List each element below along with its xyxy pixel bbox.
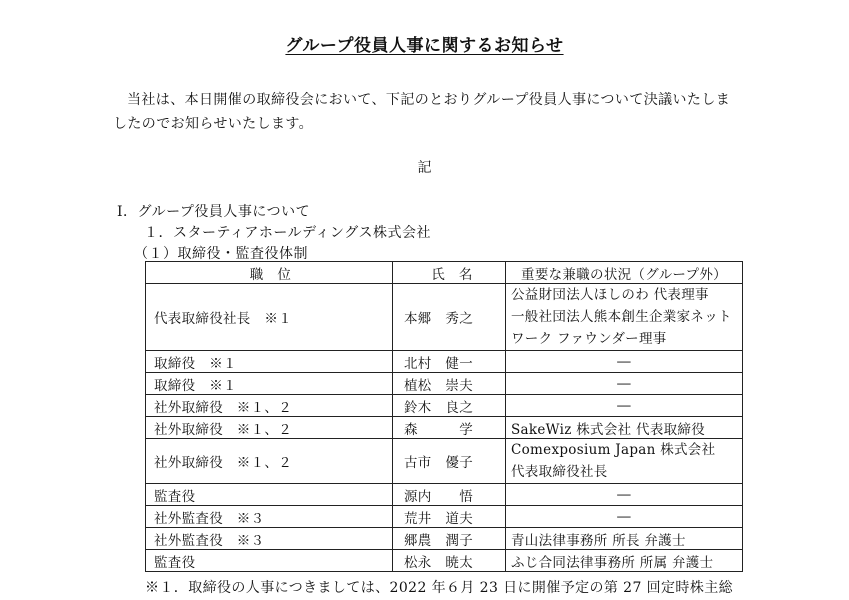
table-row (146, 351, 743, 373)
cell-position: 取締役 ※１ (146, 351, 393, 373)
cell-name: 荒井 道夫 (393, 506, 506, 528)
section-heading: Ⅰ．グループ役員人事について (117, 204, 311, 220)
cell-name: 森 学 (393, 417, 506, 439)
cell-position: 監査役 (146, 550, 393, 572)
cell-name: 源内 悟 (393, 484, 506, 506)
ki-marker: 記 (417, 160, 432, 176)
cell-other: ふじ合同法律事務所 所属 弁護士 (506, 550, 743, 572)
cell-position: 社外取締役 ※１、２ (146, 395, 393, 417)
table-row (146, 284, 743, 351)
cell-other-line: 代表取締役社長 (511, 464, 608, 480)
cell-name: 本郷 秀之 (393, 284, 506, 351)
cell-other: ― (506, 395, 743, 417)
table-header-row (146, 262, 743, 284)
cell-name: 植松 崇夫 (393, 373, 506, 395)
table-row (146, 484, 743, 506)
cell-other: 青山法律事務所 所長 弁護士 (506, 528, 743, 550)
table-row (146, 439, 743, 484)
cell-name: 松永 暁太 (393, 550, 506, 572)
table-row (146, 528, 743, 550)
page-title: グループ役員人事に関するお知らせ (285, 36, 564, 56)
cell-other-line: 公益財団法人ほしのわ 代表理事 (511, 287, 709, 303)
intro-paragraph: 当社は、本日開催の取締役会において、下記のとおりグループ役員人事について決議いたしましたのでお知らせいたします。 (113, 92, 731, 132)
cell-other: SakeWiz 株式会社 代表取締役 (506, 417, 743, 439)
cell-other: ― (506, 373, 743, 395)
cell-other: ― (506, 351, 743, 373)
cell-other-line: Comexposium Japan 株式会社 (511, 442, 716, 458)
cell-other-line: 一般社団法人熊本創生企業家ネット (511, 309, 732, 325)
cell-name: 北村 健一 (393, 351, 506, 373)
cell-other (506, 439, 743, 484)
cell-position: 代表取締役社長 ※１ (146, 284, 393, 351)
header-other: 重要な兼職の状況（グループ外） (506, 262, 743, 284)
cell-position: 監査役 (146, 484, 393, 506)
cell-other-line: ワーク ファウンダー理事 (511, 331, 667, 347)
table-row (146, 395, 743, 417)
header-name: 氏 名 (393, 262, 506, 284)
cell-name: 鈴木 良之 (393, 395, 506, 417)
table-row (146, 506, 743, 528)
cell-other: ― (506, 484, 743, 506)
table-row (146, 417, 743, 439)
table-row (146, 373, 743, 395)
table-row (146, 550, 743, 572)
subsubsection-heading: （１）取締役・監査役体制 (134, 246, 308, 262)
cell-position: 取締役 ※１ (146, 373, 393, 395)
cell-position: 社外取締役 ※１、２ (146, 439, 393, 484)
cell-name: 郷農 潤子 (393, 528, 506, 550)
cell-name: 古市 優子 (393, 439, 506, 484)
cell-other (506, 284, 743, 351)
cell-position: 社外監査役 ※３ (146, 528, 393, 550)
board-table (145, 261, 743, 572)
cell-position: 社外取締役 ※１、２ (146, 417, 393, 439)
cell-other: ― (506, 506, 743, 528)
footnote: ※１．取締役の人事につきましては、2022 年６月 23 日に開催予定の第 27 回定時株主総 (145, 580, 734, 596)
subsection-heading: １．スターティアホールディングス株式会社 (144, 225, 432, 241)
header-position: 職 位 (146, 262, 393, 284)
cell-position: 社外監査役 ※３ (146, 506, 393, 528)
